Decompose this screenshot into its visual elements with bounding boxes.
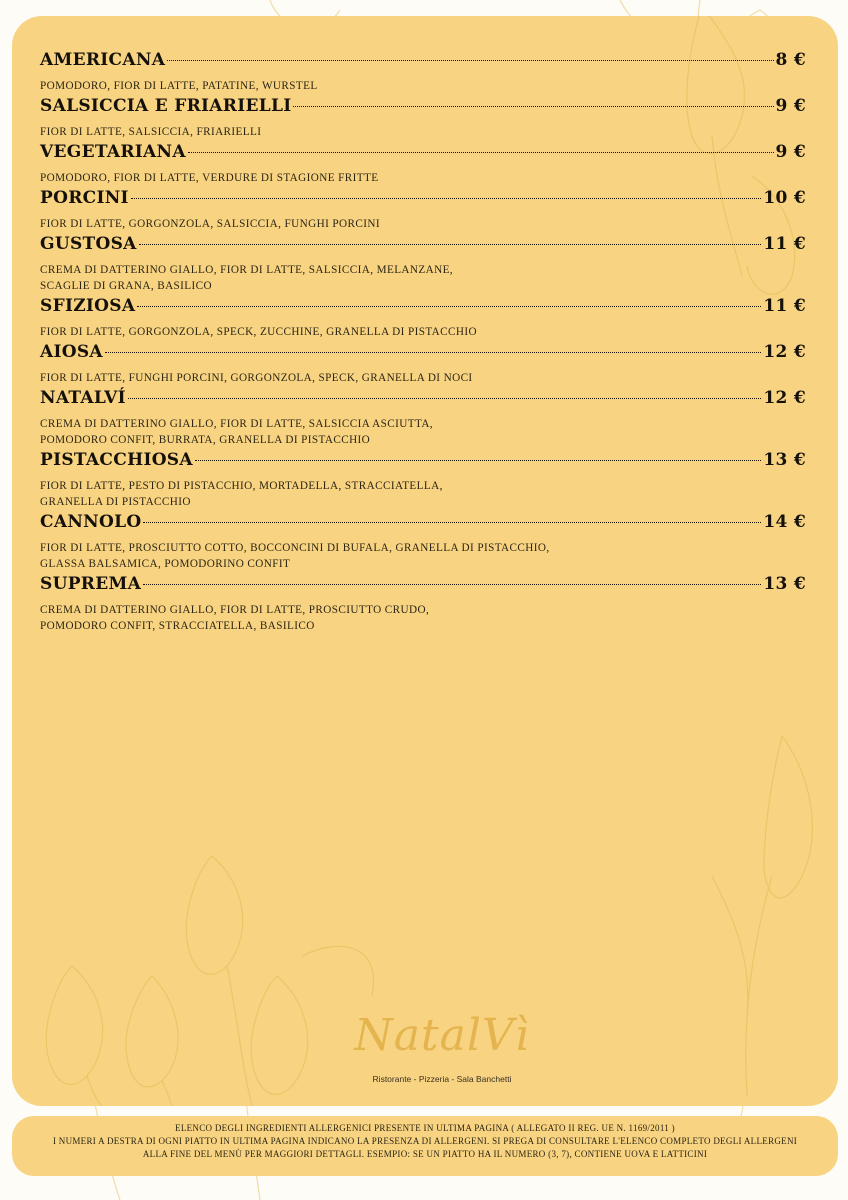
menu-item-price: 13 € (763, 574, 806, 594)
ingredients-line-1: CREMA DI DATTERINO GIALLO, FIOR DI LATTE, SALSICCIA, MELANZANE, (40, 264, 454, 276)
dotted-leader (128, 398, 762, 399)
menu-item-name: VEGETARIANA (40, 142, 186, 162)
ingredients-line-1: FIOR DI LATTE, PESTO DI PISTACCHIO, MORTADELLA, STRACCIATELLA, (40, 480, 443, 492)
footer-line-1: ELENCO DEGLI INGREDIENTI ALLERGENICI PRESENTE IN ULTIMA PAGINA ( ALLEGATO II REG. UE N. 1169/2011 ) (175, 1123, 675, 1133)
ingredients-line-1: FIOR DI LATTE, GORGONZOLA, SPECK, ZUCCHINE, GRANELLA DI PISTACCHIO (40, 326, 477, 338)
menu-item (40, 450, 806, 510)
menu-item (40, 50, 806, 94)
dotted-leader (195, 460, 762, 461)
menu-item-name: SFIZIOSA (40, 296, 136, 316)
menu-item (40, 188, 806, 232)
menu-item-ingredients (40, 170, 806, 186)
menu-item-name: CANNOLO (40, 512, 142, 532)
menu-item-ingredients (40, 216, 806, 232)
menu-item-price: 12 € (763, 342, 806, 362)
menu-item (40, 512, 806, 572)
menu-item-ingredients (40, 78, 806, 94)
menu-item-header (40, 450, 806, 474)
menu-item-name: PISTACCHIOSA (40, 450, 193, 470)
dotted-leader (137, 306, 761, 307)
menu-item-price: 9 € (775, 142, 806, 162)
menu-item-header (40, 574, 806, 598)
allergen-footer (12, 1116, 838, 1176)
menu-item-ingredients (40, 602, 806, 634)
menu-item-header (40, 388, 806, 412)
menu-item-price: 10 € (763, 188, 806, 208)
menu-item-price: 9 € (775, 96, 806, 116)
menu-item (40, 234, 806, 294)
menu-item-name: GUSTOSA (40, 234, 137, 254)
menu-item (40, 296, 806, 340)
menu-item-price: 11 € (763, 234, 806, 254)
ingredients-line-1: FIOR DI LATTE, FUNGHI PORCINI, GORGONZOLA, SPECK, GRANELLA DI NOCI (40, 372, 473, 384)
dotted-leader (139, 244, 762, 245)
ingredients-line-2: POMODORO CONFIT, BURRATA, GRANELLA DI PISTACCHIO (40, 434, 371, 446)
menu-item-header (40, 142, 806, 166)
dotted-leader (143, 584, 761, 585)
dotted-leader (188, 152, 774, 153)
dotted-leader (105, 352, 761, 353)
menu-item-header (40, 512, 806, 536)
menu-item-price: 8 € (775, 50, 806, 70)
ingredients-line-1: FIOR DI LATTE, PROSCIUTTO COTTO, BOCCONCINI DI BUFALA, GRANELLA DI PISTACCHIO, (40, 542, 550, 554)
ingredients-line-2: POMODORO CONFIT, STRACCIATELLA, BASILICO (40, 620, 315, 632)
menu-item-header (40, 50, 806, 74)
menu-item-name: SUPREMA (40, 574, 142, 594)
ingredients-line-1: POMODORO, FIOR DI LATTE, VERDURE DI STAGIONE FRITTE (40, 172, 379, 184)
menu-item-price: 13 € (763, 450, 806, 470)
ingredients-line-2: SCAGLIE DI GRANA, BASILICO (40, 280, 212, 292)
menu-item (40, 574, 806, 634)
menu-item-ingredients (40, 324, 806, 340)
menu-item (40, 142, 806, 186)
menu-item (40, 342, 806, 386)
menu-item-header (40, 188, 806, 212)
ingredients-line-2: GRANELLA DI PISTACCHIO (40, 496, 191, 508)
ingredients-line-1: CREMA DI DATTERINO GIALLO, FIOR DI LATTE, SALSICCIA ASCIUTTA, (40, 418, 433, 430)
menu-item-header (40, 234, 806, 258)
menu-item (40, 388, 806, 448)
pizza-menu-list (40, 50, 806, 636)
menu-item-name: SALSICCIA E FRIARIELLI (40, 96, 292, 116)
brand-subtitle: Ristorante - Pizzeria - Sala Banchetti (372, 1074, 512, 1084)
ingredients-line-1: CREMA DI DATTERINO GIALLO, FIOR DI LATTE, PROSCIUTTO CRUDO, (40, 604, 430, 616)
menu-item-ingredients (40, 262, 806, 294)
menu-item-price: 11 € (763, 296, 806, 316)
menu-item-name: PORCINI (40, 188, 129, 208)
footer-line-3: ALLA FINE DEL MENÙ PER MAGGIORI DETTAGLI. ESEMPIO: SE UN PIATTO HA IL NUMERO (3, 7), CONTIENE UOVA E LATTICINI (142, 1149, 708, 1159)
menu-item-name: NATALVÍ (40, 388, 126, 408)
menu-item-price: 12 € (763, 388, 806, 408)
menu-item-header (40, 296, 806, 320)
footer-line-2: I NUMERI A DESTRA DI OGNI PIATTO IN ULTIMA PAGINA INDICANO LA PRESENZA DI ALLERGENI. SI PREGA DI CONSULTARE L'ELENCO COMPLETO DEGLI ALLERGENI (52, 1136, 798, 1146)
menu-item-price: 14 € (763, 512, 806, 532)
menu-item-ingredients (40, 416, 806, 448)
ingredients-line-2: GLASSA BALSAMICA, POMODORINO CONFIT (40, 558, 291, 570)
menu-item-ingredients (40, 124, 806, 140)
ingredients-line-1: FIOR DI LATTE, SALSICCIA, FRIARIELLI (40, 126, 262, 138)
menu-item-ingredients (40, 540, 806, 572)
menu-item (40, 96, 806, 140)
menu-item-header (40, 342, 806, 366)
menu-panel (12, 16, 838, 1106)
dotted-leader (143, 522, 761, 523)
brand-block (342, 1006, 542, 1084)
ingredients-line-1: POMODORO, FIOR DI LATTE, PATATINE, WURSTEL (40, 80, 318, 92)
brand-logo: NatalVì (354, 1010, 530, 1061)
menu-item-ingredients (40, 370, 806, 386)
dotted-leader (167, 60, 773, 61)
menu-item-name: AIOSA (40, 342, 103, 362)
ingredients-line-1: FIOR DI LATTE, GORGONZOLA, SALSICCIA, FUNGHI PORCINI (40, 218, 380, 230)
menu-item-header (40, 96, 806, 120)
dotted-leader (131, 198, 762, 199)
menu-item-ingredients (40, 478, 806, 510)
dotted-leader (293, 106, 773, 107)
menu-item-name: AMERICANA (40, 50, 166, 70)
